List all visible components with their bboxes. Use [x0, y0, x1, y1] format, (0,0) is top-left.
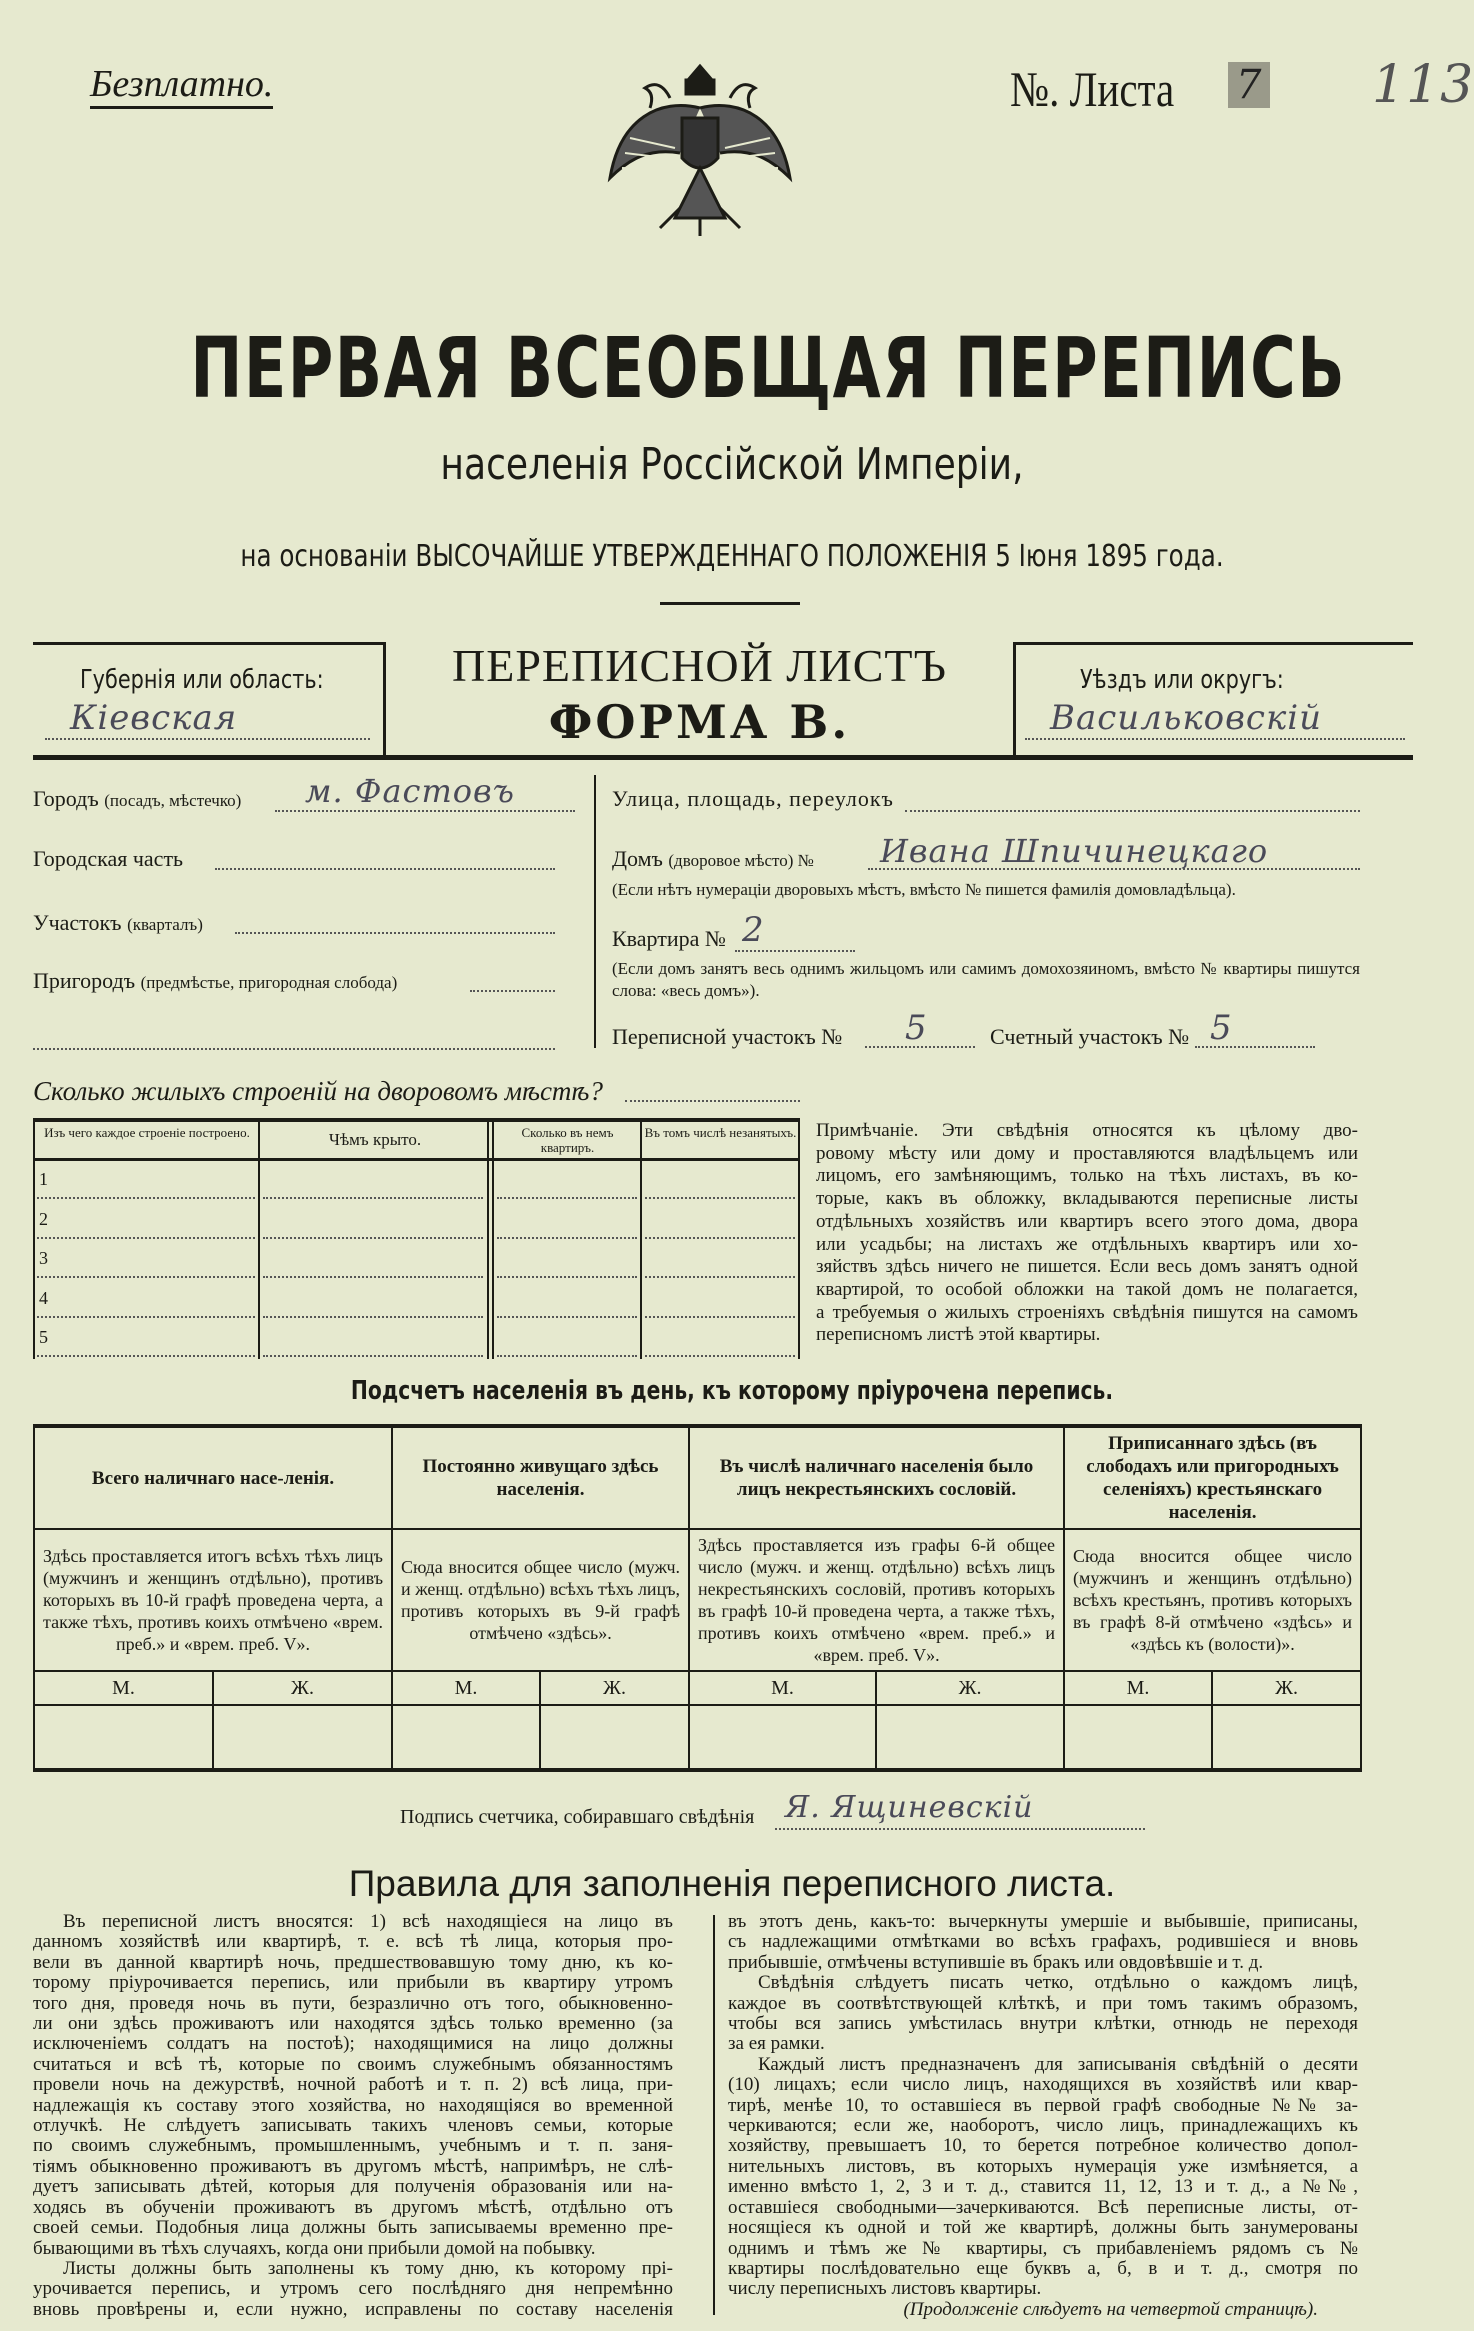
- row-number: 5: [39, 1327, 48, 1348]
- free-label: [90, 62, 273, 109]
- city-part-field: [215, 868, 555, 870]
- rules-right-column: [728, 1912, 1358, 2320]
- census-district-value: 5: [905, 1008, 928, 1048]
- row-number: 3: [39, 1248, 48, 1269]
- rules-line: урочивается перепись, и утромъ сего послѣдняго дня непремѣнно: [33, 2278, 673, 2300]
- column-header-vacant: Въ томъ числѣ незанятыхъ.: [644, 1125, 797, 1140]
- male-label: М.: [689, 1671, 876, 1705]
- rules-line: вновь провѣрены и, если нужно, исправлены по составу населенія: [33, 2298, 673, 2320]
- population-column-description: Здѣсь проставляется изъ графы 6-й общее число (мужч. и женщ. отдѣльно) всѣхъ лицъ некрестьянскихъ сословій, противъ которыхъ въ графѣ 10-й проведена черта, а также тѣхъ, противъ коихъ отмѣчено «врем. преб.» и «врем. преб. V».: [689, 1529, 1064, 1671]
- rules-line: въ этотъ день, какъ-то: вычеркнуты умершіе и выбывшіе, приписаны,: [728, 1911, 1358, 1932]
- precinct-label: [33, 910, 203, 936]
- table-row: [33, 1161, 800, 1200]
- rules-line: по своимъ служебнымъ, промышленнымъ, учебнымъ и т. п. заня-: [33, 2135, 673, 2157]
- rules-line: Листы должны быть заполнены къ тому дню, къ которому прі-: [63, 2257, 673, 2279]
- population-column-header: Постоянно живущаго здѣсь населенія.: [392, 1426, 689, 1529]
- rules-line: торому пріурочивается перепись, или прибыли въ квартиру утромъ: [33, 1972, 673, 1994]
- province-value: Кіевская: [70, 698, 238, 738]
- basis-line: на основаніи ВЫСОЧАЙШЕ УТВЕРЖДЕННАГО ПОЛОЖЕНІЯ 5 Іюня 1895 года.: [240, 539, 1224, 574]
- row-number: 2: [39, 1208, 48, 1229]
- apartment-label: Квартира №: [612, 926, 726, 951]
- female-count-cell[interactable]: [213, 1705, 392, 1770]
- cell-apartments[interactable]: [497, 1355, 637, 1357]
- rules-line: съ надлежащими отмѣтками во всѣхъ графахъ, родившіеся и вновь: [728, 1931, 1358, 1953]
- rules-line: квартиры послѣдовательно еще буквъ а, б, в и т. д., смотря по: [728, 2257, 1358, 2279]
- suburb-field: [470, 990, 555, 992]
- rules-line: данномъ хозяйствѣ или квартирѣ, т. е. всѣ тѣ лица, которыя про-: [33, 1931, 673, 1953]
- cell-material[interactable]: [37, 1355, 255, 1357]
- rules-line: Свѣдѣнія слѣдуетъ писать четко, отдѣльно о каждомъ лицѣ,: [758, 1972, 1358, 1994]
- cell-vacant[interactable]: [645, 1237, 795, 1239]
- note-line: зяйствъ здѣсь ничего не пишется. Если весь домъ занятъ одной: [816, 1256, 1358, 1278]
- cell-material[interactable]: [37, 1316, 255, 1318]
- rules-line: числу переписныхъ листовъ квартиры.: [728, 2278, 1042, 2300]
- cell-apartments[interactable]: [497, 1316, 637, 1318]
- note-line: лицомъ, его замѣняющимъ, только на тѣхъ листахъ, въ ко-: [816, 1165, 1358, 1187]
- rules-line: Въ переписной листъ вносятся: 1) всѣ находящіеся на лицо въ: [63, 1911, 673, 1932]
- column-header-material: Изъ чего каждое строеніе построено.: [44, 1125, 250, 1140]
- population-column-header: Всего наличнаго насе-ленія.: [34, 1426, 392, 1529]
- male-label: М.: [34, 1671, 213, 1705]
- table-row: [33, 1240, 800, 1279]
- male-count-cell[interactable]: [1064, 1705, 1212, 1770]
- apartment-field: [735, 950, 855, 952]
- rules-line: исключеніемъ солдатъ на постоѣ); находящимися на лицо должны: [33, 2033, 673, 2055]
- note-line: Примѣчаніе. Эти свѣдѣнія относятся къ цѣлому дво-: [816, 1120, 1358, 1141]
- male-count-cell[interactable]: [392, 1705, 540, 1770]
- rules-line: носящіеся къ одной и той же квартирѣ, должны быть занумерованы: [728, 2217, 1358, 2239]
- rules-line: прибывшіе, отмѣчены вступившіе въ бракъ или овдовѣвшіе и т. д.: [728, 1951, 1264, 1973]
- sheet-number-value: 7: [1228, 62, 1270, 108]
- precinct-label-text: Участокъ: [33, 910, 122, 935]
- rules-title: Правила для заполненія переписного листа.: [348, 1863, 1116, 1904]
- city-field: [275, 810, 575, 812]
- cell-material[interactable]: [37, 1197, 255, 1199]
- cell-vacant[interactable]: [645, 1316, 795, 1318]
- cell-roof[interactable]: [263, 1355, 483, 1357]
- male-count-cell[interactable]: [34, 1705, 213, 1770]
- precinct-hint: (кварталъ): [127, 915, 203, 934]
- note-line: ровому мѣсту или дому и проставляются владѣльцемъ или: [816, 1142, 1358, 1164]
- divider: [1013, 642, 1016, 757]
- district-value: Васильковскій: [1050, 698, 1323, 738]
- rules-line: ходясь въ обученіи проживаютъ въ другомъ мѣстѣ, отдѣльно отъ: [33, 2196, 673, 2218]
- cell-vacant[interactable]: [645, 1355, 795, 1357]
- suburb-label-text: Пригородъ: [33, 968, 136, 993]
- cell-apartments[interactable]: [497, 1276, 637, 1278]
- divider: [33, 755, 1413, 760]
- signature-value: Я. Ящиневскій: [785, 1790, 1034, 1825]
- row-number: 4: [39, 1287, 48, 1308]
- population-column-header: Приписаннаго здѣсь (въ слободахъ или пригородныхъ селеніяхъ) крестьянскаго населенія.: [1064, 1426, 1361, 1529]
- structures-question: Сколько жилыхъ строеній на дворовомъ мѣстѣ?: [33, 1076, 603, 1106]
- rules-line: провели ночь на дежурствѣ, ночной работѣ и т. п. 2) всѣ лица, при-: [33, 2074, 673, 2096]
- column-header-apartments: Сколько въ немъ квартиръ.: [521, 1125, 614, 1155]
- rules-line: вели въ данной квартирѣ ночь, предшествовавшую тому дню, къ ко-: [33, 1951, 673, 1973]
- note-line: а требуемыя о жилыхъ строеніяхъ свѣдѣнія пишутся на самомъ: [816, 1301, 1358, 1323]
- rules-line: именно вмѣсто 1, 2, 3 и т. д., ставится 11, 12, 13 и т. д., а №№,: [728, 2176, 1358, 2198]
- cell-apartments[interactable]: [497, 1237, 637, 1239]
- archive-number: 113: [1372, 55, 1474, 115]
- rules-line: (10) лицахъ; если число лицъ, находящихся въ хозяйствѣ или квар-: [728, 2074, 1358, 2096]
- rules-line: каждое въ соотвѣтствующей клѣткѣ, и при томъ такимъ образомъ,: [728, 1992, 1358, 2014]
- rules-line: однимъ и тѣмъ же № квартиры, съ прибавленіемъ рядомъ съ №: [728, 2237, 1358, 2259]
- signature-label: Подпись счетчика, собиравшаго свѣдѣнія: [400, 1806, 755, 1828]
- rules-line: за ея рамки.: [728, 2033, 825, 2055]
- house-label-text: Домъ: [612, 846, 663, 871]
- population-column-header: Въ числѣ наличнаго населенія было лицъ некрестьянскихъ сословій.: [689, 1426, 1064, 1529]
- cell-apartments[interactable]: [497, 1197, 637, 1199]
- district-label: Уѣздъ или округъ:: [1080, 665, 1284, 695]
- population-title: Подсчетъ населенія въ день, къ которому пріурочена перепись.: [350, 1376, 1114, 1406]
- rules-line: того дня, проведя ночь въ пути, безразлично отъ того, обыкновенно-: [33, 1992, 673, 2014]
- female-count-cell[interactable]: [876, 1705, 1064, 1770]
- rules-line: чтобы вся запись умѣстилась внутри клѣтки, отнюдь не переходя: [728, 2013, 1358, 2035]
- structures-table: [33, 1118, 800, 1359]
- city-label-text: Городъ: [33, 786, 99, 811]
- suburb-label: [33, 968, 397, 994]
- population-table: [33, 1424, 1362, 1772]
- table-row: [33, 1319, 800, 1358]
- street-field: [905, 810, 1360, 812]
- male-label: М.: [1064, 1671, 1212, 1705]
- population-column-description: Сюда вносится общее число (мужч. и женщ. отдѣльно) всѣхъ тѣхъ лицъ, противъ которыхъ въ 9-й графѣ отмѣчено «здѣсь».: [392, 1529, 689, 1671]
- city-label: [33, 786, 241, 812]
- counting-district-label: Счетный участокъ №: [990, 1024, 1190, 1049]
- rules-left-column: [33, 1912, 673, 2320]
- rules-line: тіямъ обыкновенно проживаютъ въ другомъ мѣстѣ, напримѣръ, не слѣ-: [33, 2155, 673, 2177]
- house-label: [612, 846, 814, 872]
- cell-roof[interactable]: [263, 1276, 483, 1278]
- rules-line: надлежащія къ составу этого хозяйства, но находящіяся во временной: [33, 2094, 673, 2116]
- note-line: отдѣльныхъ хозяйствъ или квартиръ всего этого дома, двора: [816, 1210, 1358, 1232]
- page-title: ПЕРВАЯ ВСЕОБЩАЯ ПЕРЕПИСЬ: [190, 319, 1347, 417]
- rules-line: дуетъ записывать дѣтей, которыя для полученія образованія или на-: [33, 2176, 673, 2198]
- counting-district-value: 5: [1210, 1008, 1233, 1048]
- province-label: Губернія или область:: [80, 665, 324, 695]
- house-hint: (дворовое мѣсто) №: [668, 851, 814, 870]
- divider: [594, 775, 596, 1048]
- female-label: Ж.: [1212, 1671, 1361, 1705]
- apartment-value: 2: [742, 910, 765, 950]
- rules-line: Каждый листъ предназначенъ для записыванія свѣдѣній о десяти: [758, 2053, 1358, 2075]
- cell-vacant[interactable]: [645, 1197, 795, 1199]
- population-column-description: Здѣсь проставляется итогъ всѣхъ тѣхъ лицъ (мужчинъ и женщинъ отдѣльно), противъ которыхъ въ 10-й графѣ проведена черта, а также тѣхъ, противъ коихъ отмѣчено «врем. преб.» и «врем. преб. V».: [34, 1529, 392, 1671]
- population-column-description: Сюда вносится общее число (мужчинъ и женщинъ отдѣльно) всѣхъ крестьянъ, противъ которыхъ въ графѣ 8-й отмѣчено «здѣсь» и «здѣсь къ (волости)».: [1064, 1529, 1361, 1671]
- table-row: [33, 1201, 800, 1240]
- sheet-number: [1010, 60, 1263, 118]
- suburb-field-extra: [33, 1048, 555, 1050]
- female-label: Ж.: [876, 1671, 1064, 1705]
- column-header-roof: Чѣмъ крыто.: [328, 1130, 422, 1149]
- table-row: [33, 1280, 800, 1319]
- divider: [660, 602, 800, 605]
- cell-roof[interactable]: [263, 1316, 483, 1318]
- note-line: торые, какъ въ обложку, вкладываются переписные листы: [816, 1188, 1358, 1210]
- structures-note: [816, 1120, 1358, 1347]
- male-count-cell[interactable]: [689, 1705, 876, 1770]
- male-label: М.: [392, 1671, 540, 1705]
- city-part-label: Городская часть: [33, 846, 184, 871]
- column-divider: [713, 1915, 715, 2315]
- female-label: Ж.: [213, 1671, 392, 1705]
- note-line: квартирой, то особой обложки на такой домъ не полагается,: [816, 1278, 1358, 1300]
- cell-material[interactable]: [37, 1276, 255, 1278]
- street-label: Улица, площадь, переулокъ: [612, 786, 894, 811]
- note-line: или усадьбы; на листахъ же отдѣльныхъ квартиръ или хо-: [816, 1233, 1358, 1255]
- double-headed-eagle-icon: [600, 58, 800, 238]
- rules-line: отлучкѣ. Не слѣдуетъ записывать такихъ членовъ семьи, которые: [33, 2115, 673, 2137]
- female-count-cell[interactable]: [1212, 1705, 1361, 1770]
- city-value: м. Фастовъ: [305, 772, 515, 810]
- free-label-text: Безплатно.: [90, 63, 274, 105]
- rules-line: считаться и всѣ тѣ, которые по своимъ служебнымъ обязанностямъ: [33, 2053, 673, 2075]
- cell-material[interactable]: [37, 1237, 255, 1239]
- house-value: Ивана Шпичинецкаго: [880, 832, 1269, 870]
- house-note: (Если нѣтъ нумераціи дворовыхъ мѣстъ, вмѣсто № пишется фамилія домовладѣльца).: [612, 880, 1236, 899]
- form-name: ФОРМА В.: [548, 695, 851, 749]
- cell-roof[interactable]: [263, 1197, 483, 1199]
- rules-line: оставшіеся свободными—зачеркиваются. Всѣ переписные листы, от-: [728, 2196, 1358, 2218]
- form-title: ПЕРЕПИСНОЙ ЛИСТЪ: [452, 640, 947, 691]
- cell-roof[interactable]: [263, 1237, 483, 1239]
- structures-count-field: [625, 1100, 800, 1102]
- suburb-hint: (предмѣстье, пригородная слобода): [140, 973, 398, 992]
- sheet-label: №. Листа: [1010, 61, 1175, 117]
- rules-line: нительныхъ листовъ, въ которыхъ нумерація уже измѣняется, а: [728, 2155, 1358, 2177]
- page-subtitle: населенія Россійской Имперіи,: [440, 439, 1024, 490]
- divider: [33, 642, 383, 645]
- cell-vacant[interactable]: [645, 1276, 795, 1278]
- signature-field: [775, 1828, 1145, 1830]
- census-district-label: Переписной участокъ №: [612, 1024, 843, 1049]
- rules-line: черкиваются; если же, наоборотъ, число лицъ, принадлежащихъ къ: [728, 2115, 1358, 2137]
- female-label: Ж.: [540, 1671, 689, 1705]
- rules-line: бывающими въ тѣхъ случаяхъ, когда они прибыли домой на побывку.: [33, 2237, 596, 2259]
- rules-line: своей семьи. Подобныя лица должны быть записываемы временно пре-: [33, 2217, 673, 2239]
- apartment-note: (Если домъ занятъ весь однимъ жильцомъ или самимъ домохозяиномъ, вмѣсто № квартиры пишутся слова: «весь домъ»).: [612, 959, 1360, 1000]
- female-count-cell[interactable]: [540, 1705, 689, 1770]
- divider: [1013, 642, 1413, 645]
- precinct-field: [235, 932, 555, 934]
- city-hint: (посадъ, мѣстечко): [104, 791, 242, 810]
- rules-line: тирѣ, менѣе 10, то оставшіеся въ первой графѣ свободные №№ за-: [728, 2094, 1358, 2116]
- continuation-note: (Продолженіе слѣдуетъ на четвертой страницѣ).: [903, 2298, 1318, 2320]
- rules-line: ли они здѣсь проживаютъ или находятся здѣсь только временно (за: [33, 2013, 673, 2035]
- rules-line: хозяйству, превышаетъ 10, то берется потребное количество допол-: [728, 2135, 1358, 2157]
- province-field: [45, 738, 370, 740]
- district-field: [1025, 738, 1405, 740]
- row-number: 1: [39, 1169, 48, 1189]
- note-line: переписномъ листѣ этой квартиры.: [816, 1324, 1101, 1346]
